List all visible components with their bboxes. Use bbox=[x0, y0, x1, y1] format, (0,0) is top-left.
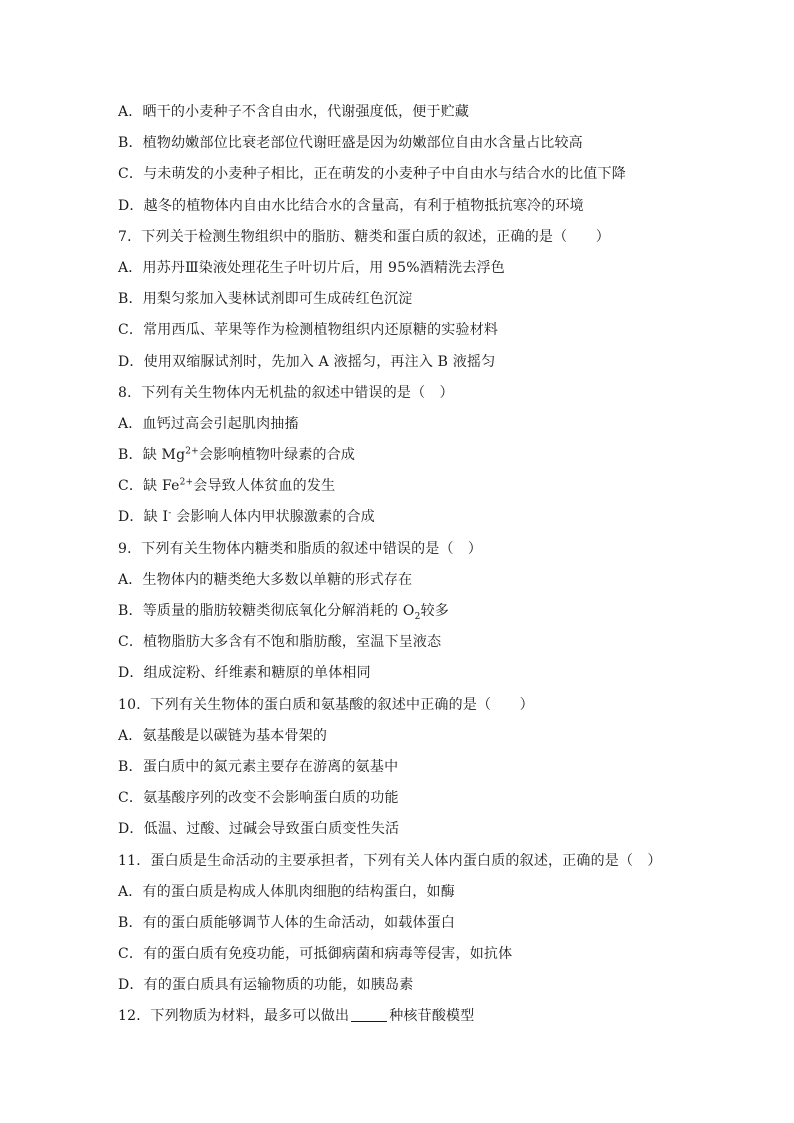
q8-option-d-pre: D．缺 I bbox=[118, 509, 169, 526]
q6-option-a: A．晒干的小麦种子不含自由水，代谢强度低，便于贮藏 bbox=[118, 104, 470, 120]
q6-option-b: B．植物幼嫩部位比衰老部位代谢旺盛是因为幼嫩部位自由水含量占比较高 bbox=[118, 135, 583, 152]
q11-option-b: B．有的蛋白质能够调节人体的生命活动，如载体蛋白 bbox=[118, 914, 456, 931]
q11-option-d: D．有的蛋白质具有运输物质的功能，如胰岛素 bbox=[118, 977, 414, 994]
q8-option-c-pre: C．缺 Fe bbox=[118, 478, 180, 495]
q9-option-d: D．组成淀粉、纤维素和糖原的单体相同 bbox=[118, 665, 371, 682]
q10-stem: 10．下列有关生物体的蛋白质和氨基酸的叙述中正确的是（ ） bbox=[118, 696, 534, 713]
answer-blank bbox=[351, 1007, 387, 1022]
q8-option-c-sup: 2+ bbox=[179, 477, 194, 488]
q12-stem-post: 种核苷酸模型 bbox=[389, 1008, 475, 1025]
q9-option-b-sub: 2 bbox=[414, 611, 421, 622]
q7-option-b: B．用梨匀浆加入斐林试剂即可生成砖红色沉淀 bbox=[118, 291, 413, 308]
q10-option-c: C．氨基酸序列的改变不会影响蛋白质的功能 bbox=[118, 790, 399, 807]
q9-option-b-pre: B．等质量的脂肪较糖类彻底氧化分解消耗的 O bbox=[118, 603, 415, 619]
q11-option-a: A．有的蛋白质是构成人体肌肉细胞的结构蛋白，如酶 bbox=[118, 883, 455, 900]
q7-option-a: A．用苏丹Ⅲ染液处理花生子叶切片后，用 95%酒精洗去浮色 bbox=[118, 259, 505, 276]
q11-option-c: C．有的蛋白质有免疫功能，可抵御病菌和病毒等侵害，如抗体 bbox=[118, 946, 513, 963]
q10-option-d: D．低温、过酸、过碱会导致蛋白质变性失活 bbox=[118, 821, 400, 838]
q8-option-b-pre: B．缺 Mg bbox=[118, 447, 186, 464]
q6-option-d: D．越冬的植物体内自由水比结合水的含量高，有利于植物抵抗寒冷的环境 bbox=[118, 197, 584, 214]
q12-stem-pre: 12．下列物质为材料，最多可以做出 bbox=[118, 1008, 350, 1025]
q9-option-a: A．生物体内的糖类绝大多数以单糖的形式存在 bbox=[118, 571, 413, 588]
q7-option-d: D．使用双缩脲试剂时，先加入 A 液摇匀，再注入 B 液摇匀 bbox=[118, 353, 496, 370]
q8-option-b-sup: 2+ bbox=[185, 446, 199, 457]
q8-option-c bbox=[118, 471, 738, 502]
q8-option-b bbox=[118, 440, 738, 471]
q10-option-b: B．蛋白质中的氮元素主要存在游离的氨基中 bbox=[118, 758, 399, 775]
q8-option-d bbox=[118, 502, 738, 533]
q8-option-d-sup: - bbox=[168, 508, 172, 519]
q8-option-d-post: 会影响人体内甲状腺激素的合成 bbox=[171, 509, 375, 526]
q9-option-b-post: 较多 bbox=[420, 603, 449, 619]
q8-stem: 8．下列有关生物体内无机盐的叙述中错误的是（ ） bbox=[118, 384, 454, 401]
q8-option-b-post: 会影响植物叶绿素的合成 bbox=[198, 447, 356, 464]
q12-stem bbox=[118, 1001, 738, 1032]
q11-stem: 11．蛋白质是生命活动的主要承担者，下列有关人体内蛋白质的叙述，正确的是（ ） bbox=[118, 852, 662, 869]
q9-option-b bbox=[118, 596, 738, 627]
q8-option-c-post: 会导致人体贫血的发生 bbox=[193, 478, 336, 495]
q7-stem: 7．下列关于检测生物组织中的脂肪、糖类和蛋白质的叙述，正确的是（ ） bbox=[118, 228, 610, 245]
exam-page bbox=[118, 97, 738, 1033]
q10-option-a: A．氨基酸是以碳链为基本骨架的 bbox=[118, 727, 328, 744]
q9-option-c: C．植物脂肪大多含有不饱和脂肪酸，室温下呈液态 bbox=[118, 634, 442, 651]
q7-option-c: C．常用西瓜、苹果等作为检测植物组织内还原糖的实验材料 bbox=[118, 322, 499, 339]
q6-option-c: C．与未萌发的小麦种子相比，正在萌发的小麦种子中自由水与结合水的比值下降 bbox=[118, 166, 626, 183]
q9-stem: 9．下列有关生物体内糖类和脂质的叙述中错误的是（ ） bbox=[118, 540, 483, 557]
q8-option-a: A．血钙过高会引起肌肉抽搐 bbox=[118, 415, 299, 432]
